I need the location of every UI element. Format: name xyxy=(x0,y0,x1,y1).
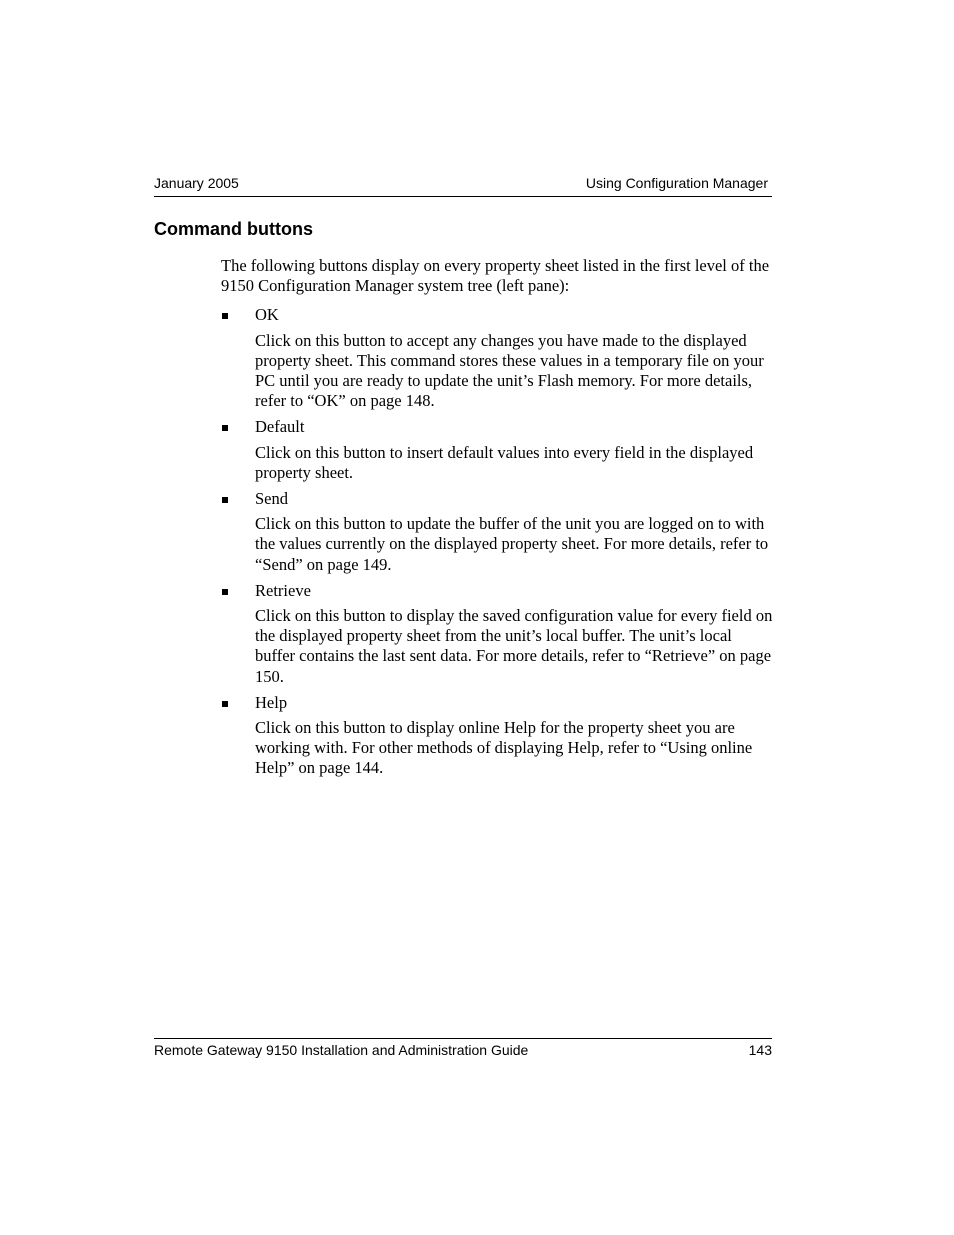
list-item-retrieve xyxy=(221,581,773,687)
square-bullet-icon xyxy=(222,313,228,319)
item-description: Click on this button to display online Help for the property sheet you are working with. For other methods of displaying Help, refer to “Using online Help” on page 144. xyxy=(255,718,753,778)
item-description: Click on this button to accept any changes you have made to the displayed property sheet. This command stores these values in a temporary file on your PC until you are ready to update the unit’s Flash memory. For more details, refer to “OK” on page 148. xyxy=(255,330,764,411)
item-heading xyxy=(221,693,773,713)
item-heading xyxy=(221,489,773,509)
list-item-ok xyxy=(221,305,773,411)
page-footer xyxy=(154,1038,772,1061)
item-description: Click on this button to insert default values into every field in the displayed property sheet. xyxy=(255,442,754,482)
list-item-help xyxy=(221,693,773,779)
section-content xyxy=(221,256,773,785)
page-header xyxy=(154,174,772,197)
item-description: Click on this button to display the saved configuration value for every field on the displayed property sheet from the unit’s local buffer. The unit’s local buffer contains the last sent data. For more details, refer to “Retrieve” on page 150. xyxy=(255,606,773,686)
item-heading xyxy=(221,581,773,601)
list-item-default xyxy=(221,417,773,483)
header-chapter: Using Configuration Manager xyxy=(585,175,768,191)
square-bullet-icon xyxy=(222,589,228,595)
item-label: OK xyxy=(255,305,279,325)
footer-doc-title: Remote Gateway 9150 Installation and Administration Guide xyxy=(154,1042,529,1058)
intro-paragraph: The following buttons display on every property sheet listed in the first level of the 9150 Configuration Manager system tree (left pane): xyxy=(221,256,770,296)
square-bullet-icon xyxy=(222,497,228,503)
page-number: 143 xyxy=(748,1042,772,1058)
section-title: Command buttons xyxy=(154,219,313,239)
list-item-send xyxy=(221,489,773,575)
item-label: Retrieve xyxy=(255,580,311,600)
header-date: January 2005 xyxy=(154,175,239,191)
item-label: Default xyxy=(255,417,305,437)
item-description: Click on this button to update the buffer of the unit you are logged on to with the values currently on the displayed property sheet. For more details, refer to “Send” on page 149. xyxy=(255,514,769,574)
square-bullet-icon xyxy=(222,701,228,707)
item-heading xyxy=(221,417,773,437)
square-bullet-icon xyxy=(222,425,228,431)
item-label: Help xyxy=(255,692,288,712)
item-label: Send xyxy=(255,489,288,509)
item-heading xyxy=(221,305,773,325)
